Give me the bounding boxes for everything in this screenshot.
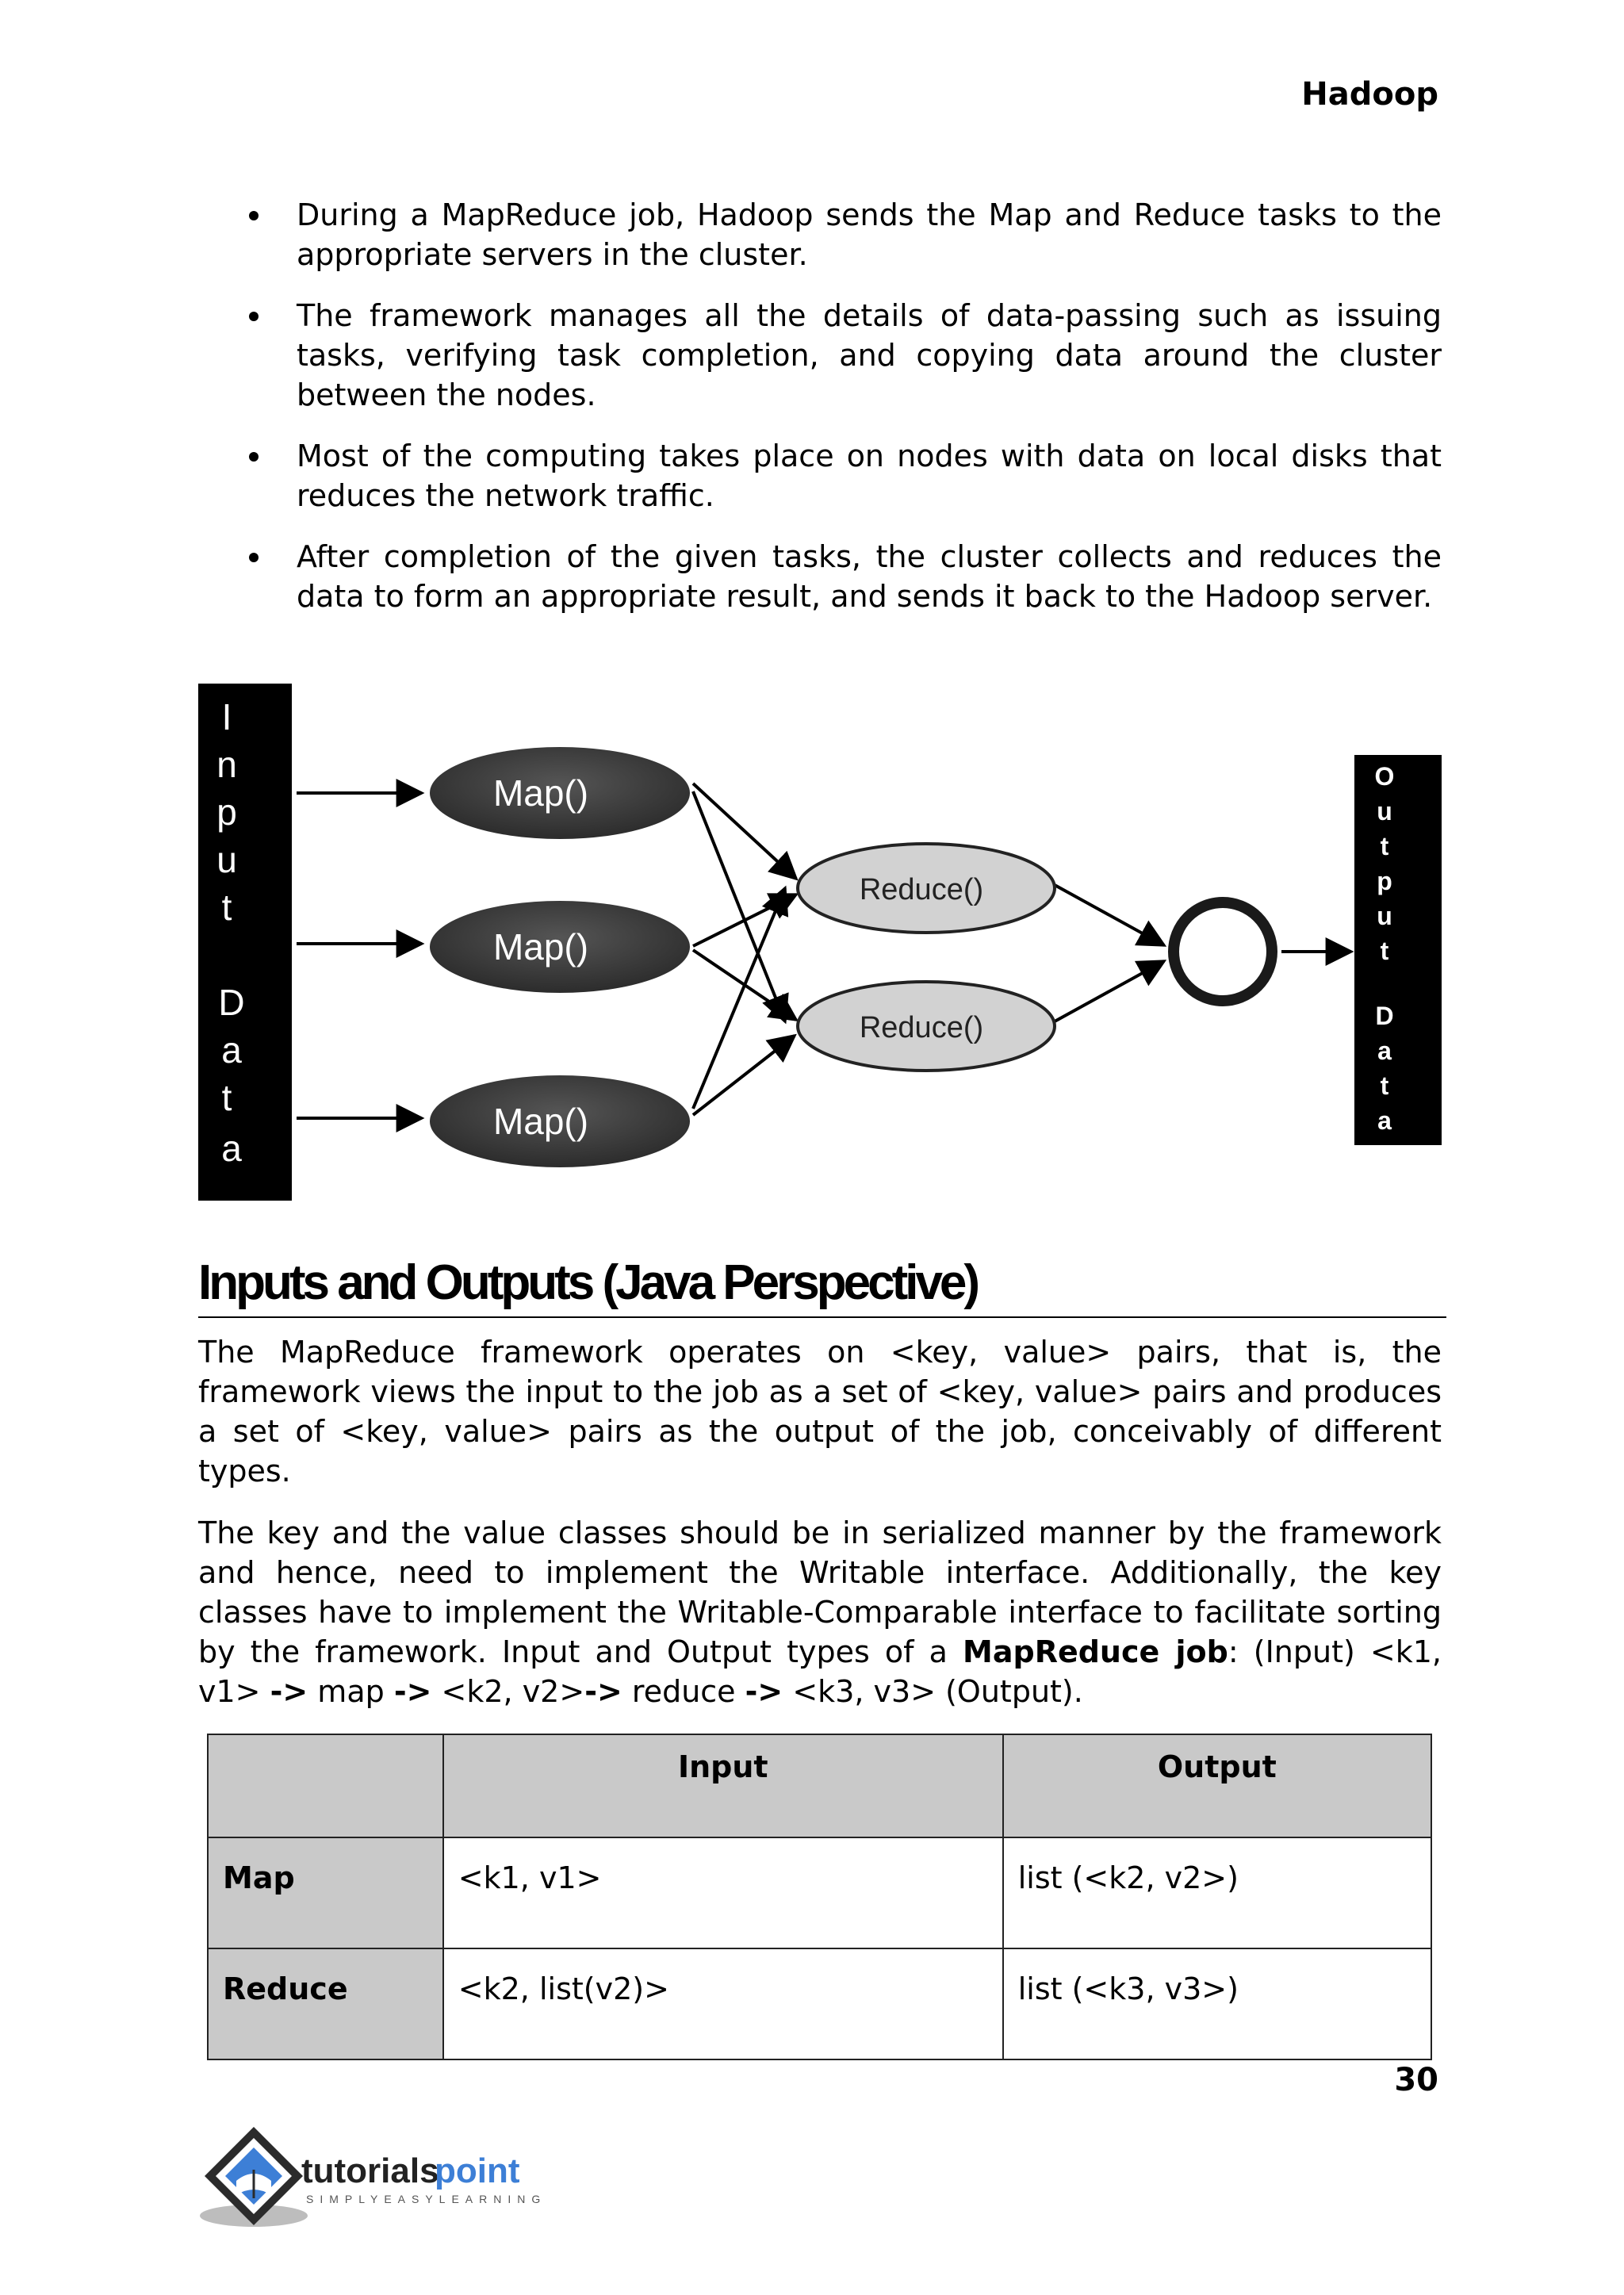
input-label-char: a xyxy=(221,1029,242,1071)
input-label-char: I xyxy=(221,696,232,738)
reduce-node xyxy=(798,844,1055,933)
map-node xyxy=(430,1075,690,1167)
bullet-dot-icon xyxy=(249,452,259,462)
tutorialspoint-logo xyxy=(195,2122,576,2233)
output-label-char: O xyxy=(1374,762,1395,791)
paragraph-types xyxy=(198,1513,1442,1711)
table-row xyxy=(208,1837,1431,1948)
reduce-label: Reduce() xyxy=(859,1011,984,1044)
map-to-reduce-arrow xyxy=(693,888,785,1109)
table-row-label: Map xyxy=(208,1837,443,1948)
output-label-char: a xyxy=(1377,1036,1392,1065)
reduce-to-combine-arrow xyxy=(1055,885,1164,945)
bullet-dot-icon xyxy=(249,211,259,220)
paragraph-text: The key and the value classes should be in serialized manner by the framework and hence, need to implement the Writable interface. Additionally, the key classes have to implement the Writable-Comparable interface to facilitate sorting by the framework. Input and Output types of a xyxy=(198,1515,1442,1669)
paragraph-text: : (Input) <k1, v1> xyxy=(198,1634,1442,1709)
bullet-text: The framework manages all the details of data-passing such as issuing tasks, verifying task completion, and copying data around the cluster between the nodes. xyxy=(297,298,1442,412)
arrow-token: -> xyxy=(270,1674,308,1709)
bullet-item xyxy=(238,296,1442,415)
map-label: Map() xyxy=(492,926,589,967)
mapreduce-diagram xyxy=(198,680,1443,1204)
output-data-bar xyxy=(1354,755,1442,1145)
bullet-list xyxy=(238,195,1442,638)
input-label-char: u xyxy=(216,839,237,880)
reduce-label: Reduce() xyxy=(859,873,984,906)
bullet-text: During a MapReduce job, Hadoop sends the Map and Reduce tasks to the appropriate servers in the cluster. xyxy=(297,197,1442,272)
output-label-char: t xyxy=(1380,1071,1389,1100)
bullet-item xyxy=(238,537,1442,616)
paragraph-text: reduce xyxy=(622,1674,745,1709)
output-label-char: D xyxy=(1375,1002,1394,1030)
arrow-token: -> xyxy=(745,1674,783,1709)
table-header-cell: Output xyxy=(1003,1734,1431,1837)
table-header-cell: Input xyxy=(443,1734,1003,1837)
output-label-char: t xyxy=(1380,937,1389,965)
output-label-char: u xyxy=(1377,797,1392,826)
paragraph-bold: MapReduce job xyxy=(963,1634,1228,1669)
bullet-item xyxy=(238,436,1442,515)
arrow-token: -> xyxy=(393,1674,432,1709)
io-types-table xyxy=(207,1734,1432,2060)
page-number: 30 xyxy=(1394,2062,1438,2098)
bullet-text: After completion of the given tasks, the cluster collects and reduces the data to form an appropriate result, and sends it back to the Hadoop server. xyxy=(297,539,1442,614)
table-cell-input: <k1, v1> xyxy=(443,1837,1003,1948)
input-label-char: p xyxy=(216,791,237,833)
input-data-bar xyxy=(198,684,292,1201)
input-label-char: t xyxy=(221,887,232,928)
paragraph-text: <k3, v3> (Output). xyxy=(783,1674,1083,1709)
table-cell-output: list (<k3, v3>) xyxy=(1003,1948,1431,2059)
output-label-char: u xyxy=(1377,902,1392,930)
table-cell-output: list (<k2, v2>) xyxy=(1003,1837,1431,1948)
combine-node xyxy=(1174,902,1272,1001)
bullet-text: Most of the computing takes place on nodes with data on local disks that reduces the network traffic. xyxy=(297,439,1442,513)
logo-tagline: SIMPLYEASYLEARNING xyxy=(306,2193,547,2205)
paragraph-text: map xyxy=(308,1674,394,1709)
output-label-char: p xyxy=(1377,867,1392,895)
bullet-item xyxy=(238,195,1442,274)
reduce-to-combine-arrow xyxy=(1055,961,1164,1021)
table-row-label: Reduce xyxy=(208,1948,443,2059)
map-node xyxy=(430,747,690,839)
input-label-char: n xyxy=(216,744,237,785)
logo-word-point: point xyxy=(435,2151,520,2190)
paragraph-intro: The MapReduce framework operates on <key, value> pairs, that is, the framework views the input to the job as a set of <key, value> pairs and produces a set of <key, value> pairs as the output of the job, conceivably of different types. xyxy=(198,1335,1442,1488)
input-label-char: D xyxy=(218,982,245,1023)
table-row xyxy=(208,1948,1431,2059)
bullet-dot-icon xyxy=(249,553,259,562)
table-cell-input: <k2, list(v2)> xyxy=(443,1948,1003,2059)
table-header-row xyxy=(208,1734,1431,1837)
logo-word-tutorials: tutorials xyxy=(301,2151,439,2190)
running-header: Hadoop xyxy=(1301,76,1438,113)
table-header-cell xyxy=(208,1734,443,1837)
map-label: Map() xyxy=(492,1101,589,1142)
section-heading: Inputs and Outputs (Java Perspective) xyxy=(198,1251,1446,1318)
map-label: Map() xyxy=(492,772,589,814)
reduce-node xyxy=(798,982,1055,1071)
map-node xyxy=(430,901,690,993)
paragraph-text: <k2, v2> xyxy=(431,1674,585,1709)
input-label-char: t xyxy=(221,1077,232,1118)
arrow-token: -> xyxy=(584,1674,622,1709)
bullet-dot-icon xyxy=(249,312,259,321)
output-label-char: t xyxy=(1380,832,1389,860)
input-label-char: a xyxy=(221,1128,242,1169)
output-label-char: a xyxy=(1377,1106,1392,1135)
